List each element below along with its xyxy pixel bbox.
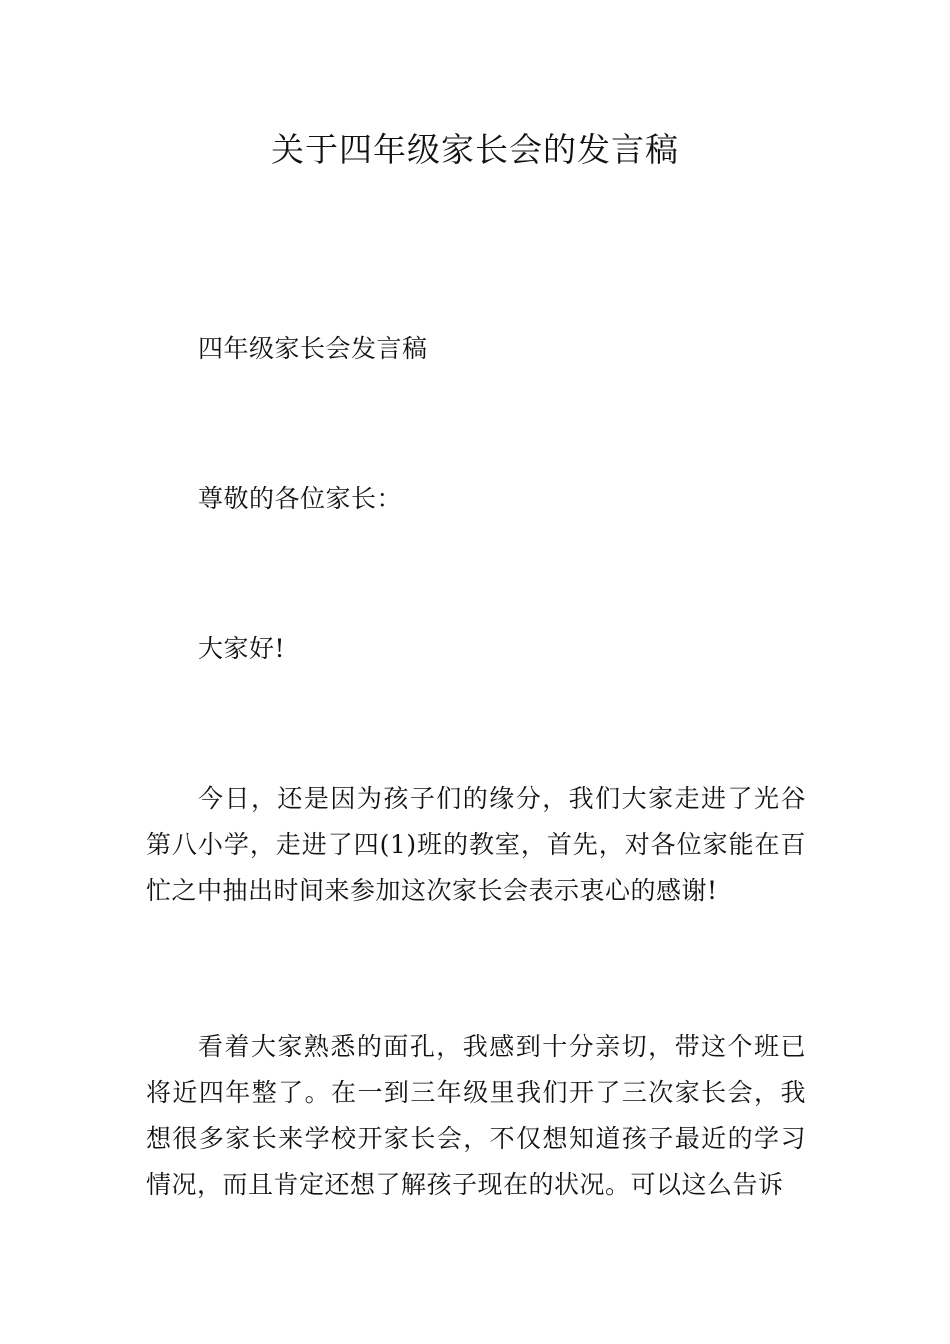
paragraph-salutation: 尊敬的各位家长：: [198, 484, 403, 513]
paragraph-opening: 今日，还是因为孩子们的缘分，我们大家走进了光谷第八小学，走进了四(1)班的教室，首先，对各位家能在百忙之中抽出时间来参加这次家长会表示衷心的感谢!: [146, 784, 806, 905]
document-title: 关于四年级家长会的发言稿: [271, 130, 679, 169]
paragraph-body: 看着大家熟悉的面孔，我感到十分亲切，带这个班已将近四年整了。在一到三年级里我们开了三次家长会，我想很多家长来学校开家长会，不仅想知道孩子最近的学习情况，而且肯定还想了解孩子现在的状况。可以这么告诉: [146, 1032, 806, 1199]
paragraph-greeting: 大家好!: [198, 634, 286, 663]
paragraph-subtitle: 四年级家长会发言稿: [198, 334, 428, 363]
